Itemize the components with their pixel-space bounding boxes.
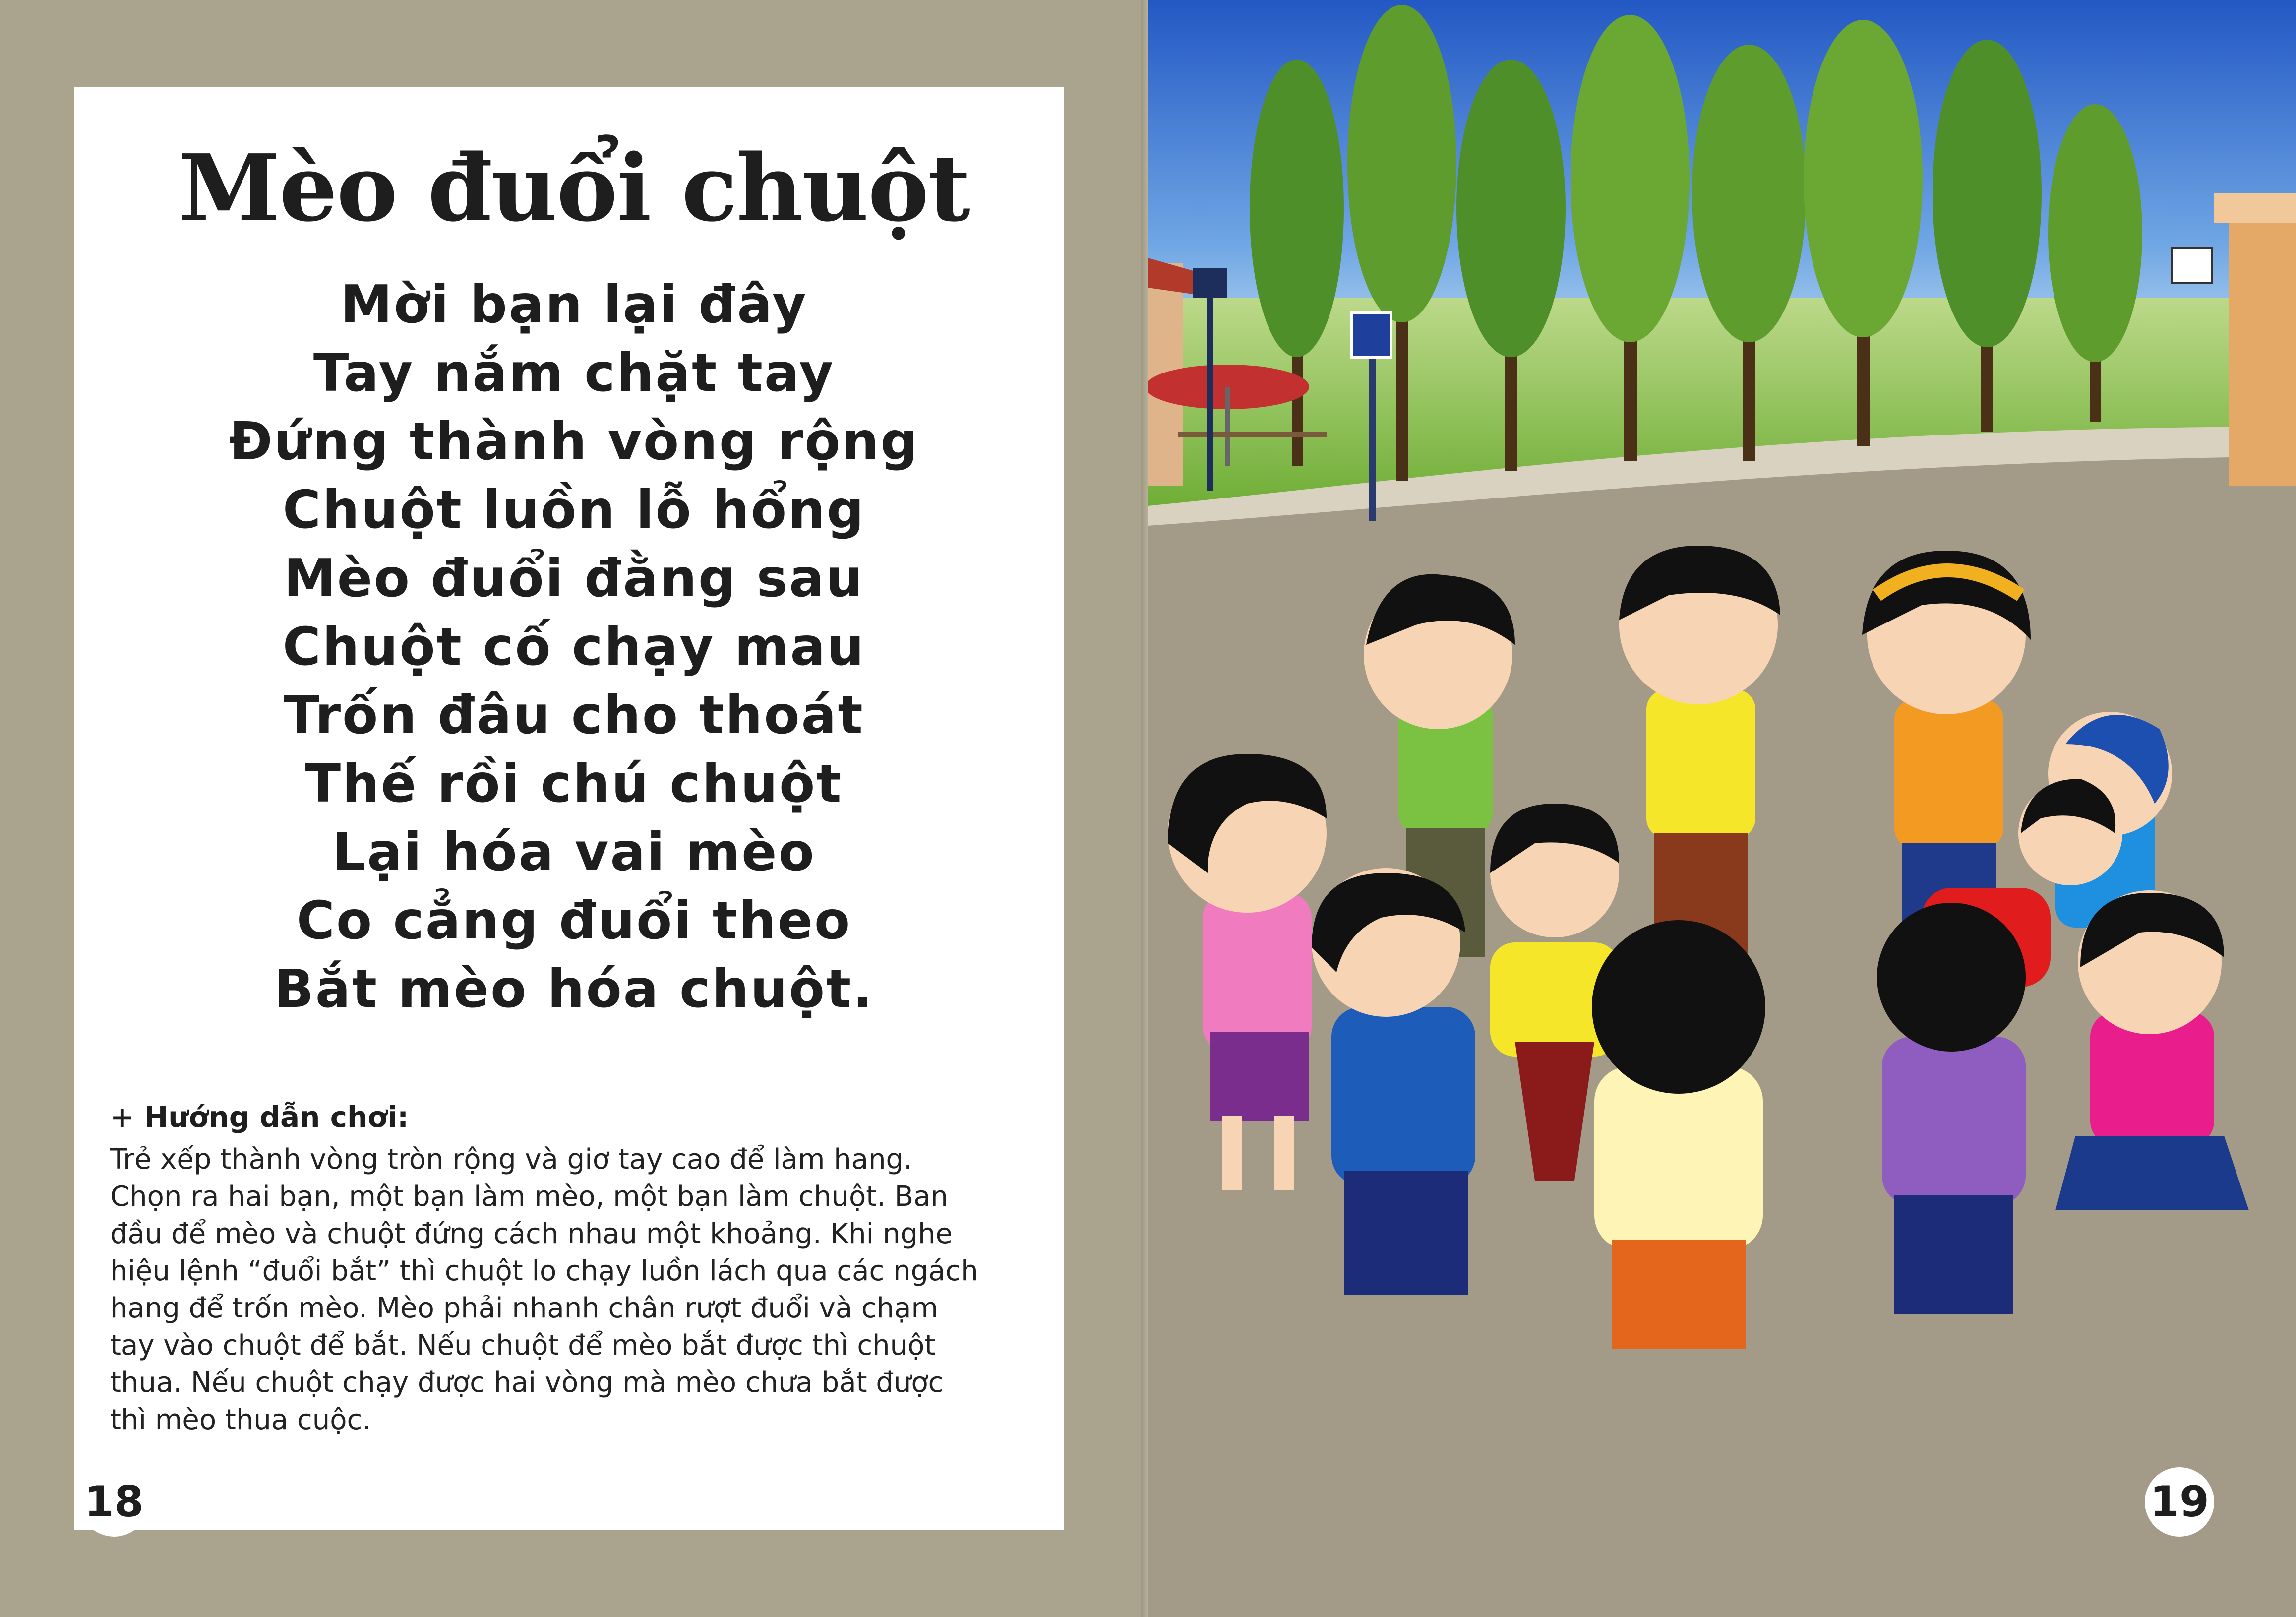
poem-line: Bắt mèo hóa chuột. <box>274 959 874 1019</box>
page-number-left: 18 <box>79 1467 149 1537</box>
poem-line: Trốn đâu cho thoát <box>284 685 864 746</box>
guide-line: Chọn ra hai bạn, một bạn làm mèo, một bạn làm chuột. Ban <box>110 1181 949 1213</box>
child-cream <box>1592 920 1765 1349</box>
guide-heading: + Hướng dẫn chơi: <box>110 1100 409 1134</box>
poem-line: Chuột cố chạy mau <box>282 617 866 677</box>
poem-line: Lại hóa vai mèo <box>332 822 816 882</box>
page-title: Mèo đuổi chuột <box>179 134 969 242</box>
guide-line: Trẻ xếp thành vòng tròn rộng và giơ tay cao để làm hang. <box>110 1143 912 1176</box>
guide-line: đầu để mèo và chuột đứng cách nhau một khoảng. Khi nghe <box>110 1218 953 1250</box>
illustration-kids-playing <box>1148 0 2296 1617</box>
guide-line: tay vào chuột để bắt. Nếu chuột để mèo bắt được thì chuột <box>110 1329 936 1362</box>
child-purple <box>1877 903 2026 1314</box>
guide-line: thua. Nếu chuột chạy được hai vòng mà mèo chưa bắt được <box>110 1367 944 1399</box>
guide-line: thì mèo thua cuộc. <box>110 1404 371 1436</box>
guide-line: hiệu lệnh “đuổi bắt” thì chuột lo chạy luồn lách qua các ngách <box>110 1255 978 1287</box>
guide-paragraph <box>110 1141 1052 1438</box>
poem-line: Co cẳng đuổi theo <box>296 890 852 951</box>
poem-line: Mời bạn lại đây <box>340 274 808 335</box>
guide-line: hang để trốn mèo. Mèo phải nhanh chân rượt đuổi và chạm <box>110 1292 938 1324</box>
poem-line: Tay nắm chặt tay <box>313 343 835 403</box>
poem-line: Đứng thành vòng rộng <box>229 411 919 472</box>
poem-line: Chuột luồn lỗ hổng <box>282 480 866 540</box>
page-number-right: 19 <box>2145 1467 2214 1537</box>
poem-line: Thế rồi chú chuột <box>305 753 843 814</box>
poem-line: Mèo đuổi đằng sau <box>284 548 864 609</box>
poem <box>0 270 1148 1023</box>
